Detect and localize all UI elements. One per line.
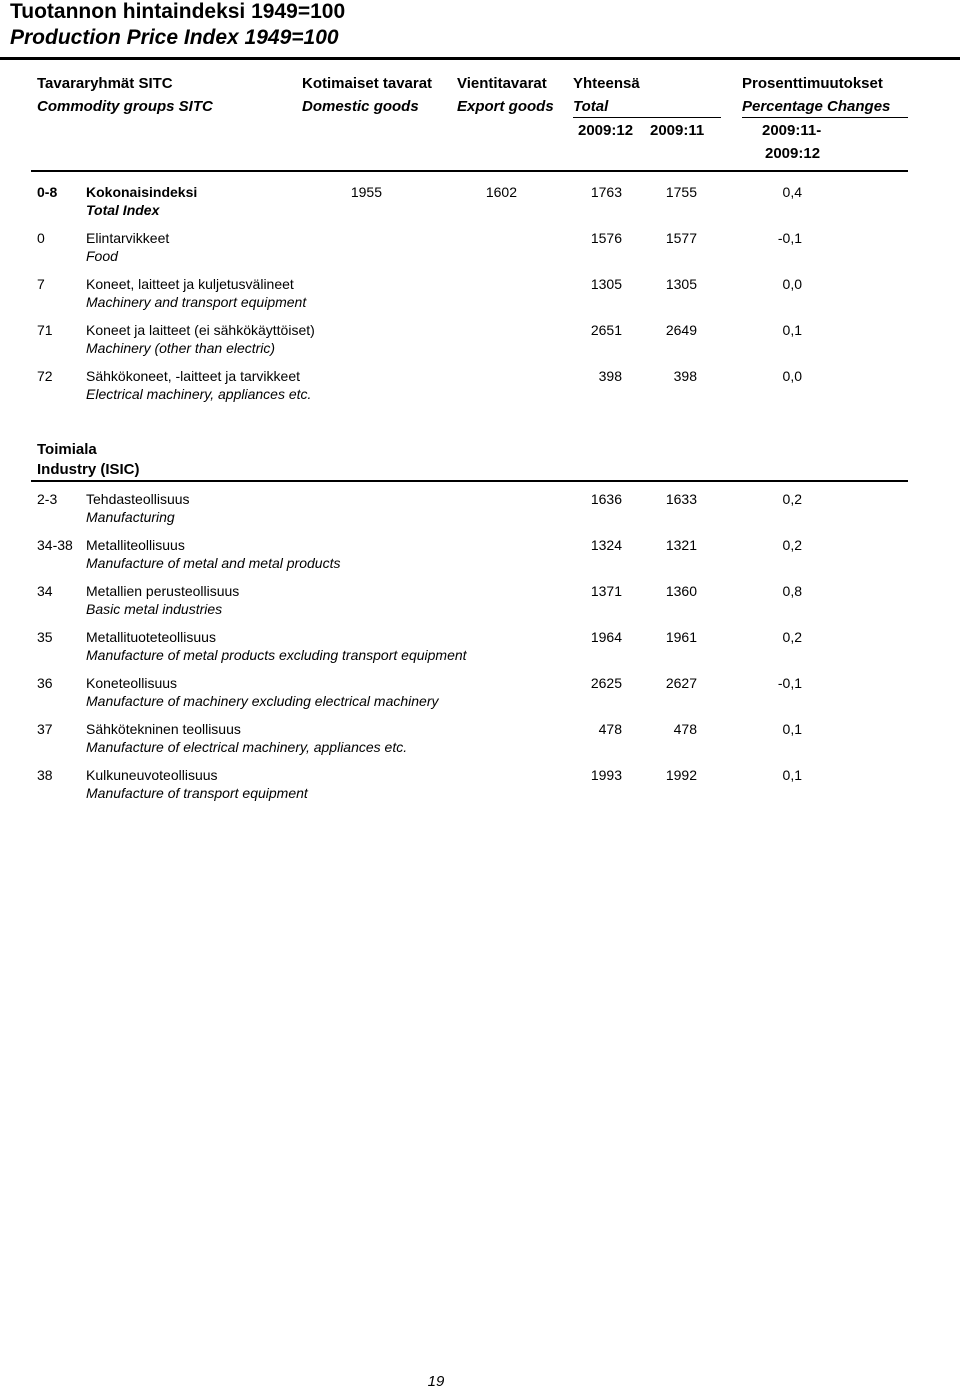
table-row [0,628,960,668]
pct-change-value: 0,1 [782,767,802,783]
row-label-en: Manufacture of transport equipment [86,785,308,801]
row-code: 37 [37,721,53,737]
domestic-header-en: Domestic goods [302,98,419,115]
table-row [0,536,960,576]
total-current-value: 2651 [590,322,622,338]
table-row [0,490,960,530]
total-current-value: 1305 [590,276,622,292]
row-label-fi: Kokonaisindeksi [86,184,198,200]
pct-header-fi: Prosenttimuutokset [742,75,883,92]
row-label-en: Manufacture of electrical machinery, appliances etc. [86,739,408,755]
page-number: 19 [427,1373,445,1390]
industry-heading-fi: Toimiala [37,441,97,458]
total-previous-value: 478 [673,721,697,737]
table-row [0,766,960,806]
pct-change-value: 0,8 [782,583,802,599]
table-row [0,720,960,760]
total-current-value: 1636 [590,491,622,507]
period-current-header: 2009:12 [578,122,634,139]
pct-change-value: 0,0 [782,276,802,292]
total-previous-value: 1961 [665,629,697,645]
total-previous-value: 1633 [665,491,697,507]
header-rule [31,170,908,172]
commodity-header-en: Commodity groups SITC [37,98,213,115]
row-code: 7 [37,276,45,292]
row-label-fi: Metallien perusteollisuus [86,583,240,599]
row-label-fi: Tehdasteollisuus [86,491,190,507]
row-label-en: Manufacturing [86,509,175,525]
total-previous-value: 2649 [665,322,697,338]
row-label-en: Basic metal industries [86,601,223,617]
table-row [0,275,960,315]
total-current-value: 398 [598,368,622,384]
row-label-fi: Koneet ja laitteet (ei sähkökäyttöiset) [86,322,315,338]
export-header-en: Export goods [457,98,554,115]
row-label-en: Food [86,248,118,264]
row-label-fi: Sähkökoneet, -laitteet ja tarvikkeet [86,368,301,384]
pct-change-value: 0,2 [782,629,802,645]
industry-heading-en: Industry (ISIC) [37,461,140,478]
row-code: 34-38 [37,537,73,553]
pct-change-value: -0,1 [777,230,802,246]
row-label-fi: Elintarvikkeet [86,230,170,246]
total-current-value: 1964 [590,629,622,645]
industry-rule [31,480,908,482]
title-rule [0,57,960,60]
total-current-value: 2625 [590,675,622,691]
total-current-value: 1371 [590,583,622,599]
pct-change-value: -0,1 [777,675,802,691]
total-previous-value: 1360 [665,583,697,599]
table-row [0,367,960,407]
pct-period-header-2: 2009:12 [765,145,821,162]
row-code: 34 [37,583,53,599]
total-previous-value: 1992 [665,767,697,783]
row-label-en: Manufacture of machinery excluding electrical machinery [86,693,439,709]
commodity-header-fi: Tavararyhmät SITC [37,75,173,92]
pct-change-value: 0,2 [782,491,802,507]
row-label-en: Manufacture of metal and metal products [86,555,341,571]
pct-period-header: 2009:11- [762,122,822,139]
row-label-fi: Metallituoteteollisuus [86,629,216,645]
pct-change-value: 0,4 [782,184,802,200]
total-previous-value: 398 [673,368,697,384]
total-header-en: Total [573,98,609,115]
total-current-value: 1324 [590,537,622,553]
row-label-en: Manufacture of metal products excluding transport equipment [86,647,467,663]
export-header-fi: Vientitavarat [457,75,547,92]
total-previous-value: 2627 [665,675,697,691]
total-previous-value: 1305 [665,276,697,292]
table-row [0,229,960,269]
row-code: 35 [37,629,53,645]
total-header-rule [573,117,721,118]
pct-header-rule [742,117,908,118]
total-current-value: 1576 [590,230,622,246]
row-label-fi: Metalliteollisuus [86,537,185,553]
row-label-fi: Koneteollisuus [86,675,178,691]
total-previous-value: 1321 [665,537,697,553]
table-row [0,674,960,714]
domestic-header-fi: Kotimaiset tavarat [302,75,433,92]
page-subtitle: Production Price Index 1949=100 [10,26,339,49]
row-code: 71 [37,322,53,338]
row-code: 38 [37,767,53,783]
pct-change-value: 0,1 [782,322,802,338]
row-label-fi: Koneet, laitteet ja kuljetusvälineet [86,276,294,292]
row-code: 0-8 [37,184,58,200]
row-code: 72 [37,368,53,384]
table-row [0,183,960,223]
row-label-fi: Kulkuneuvoteollisuus [86,767,218,783]
pct-header-en: Percentage Changes [742,98,891,115]
total-previous-value: 1577 [665,230,697,246]
row-code: 0 [37,230,45,246]
period-previous-header: 2009:11 [650,122,705,139]
row-label-en: Electrical machinery, appliances etc. [86,386,312,402]
row-label-en: Machinery and transport equipment [86,294,307,310]
total-previous-value: 1755 [665,184,697,200]
table-row [0,582,960,622]
row-label-fi: Sähkötekninen teollisuus [86,721,241,737]
row-label-en: Total Index [86,202,160,218]
total-current-value: 478 [598,721,622,737]
row-code: 2-3 [37,491,58,507]
row-label-en: Machinery (other than electric) [86,340,276,356]
total-current-value: 1763 [590,184,622,200]
domestic-value: 1955 [350,184,382,200]
row-code: 36 [37,675,53,691]
total-current-value: 1993 [590,767,622,783]
table-row [0,321,960,361]
pct-change-value: 0,2 [782,537,802,553]
pct-change-value: 0,1 [782,721,802,737]
page-title: Tuotannon hintaindeksi 1949=100 [10,0,346,23]
pct-change-value: 0,0 [782,368,802,384]
export-value: 1602 [485,184,517,200]
total-header-fi: Yhteensä [573,75,640,92]
